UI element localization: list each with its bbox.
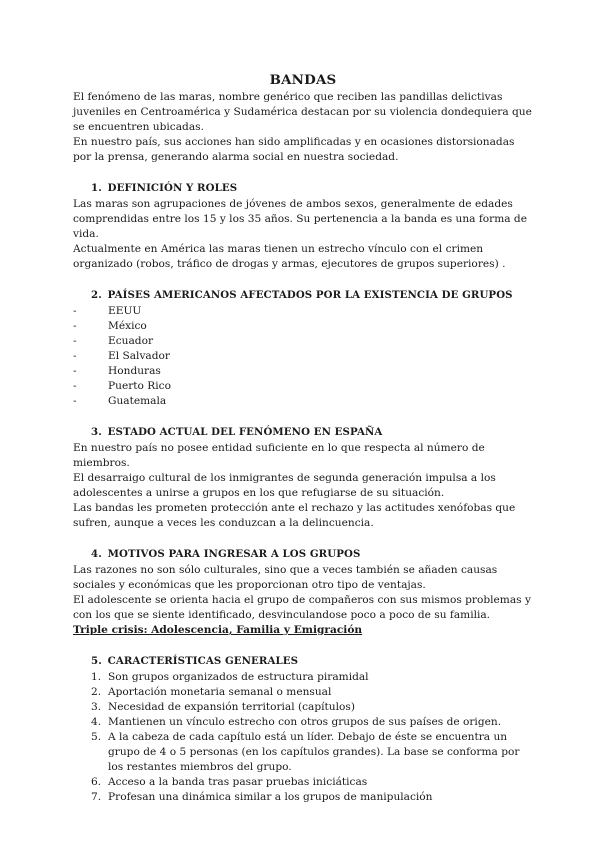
section-heading-caracteristicas xyxy=(73,654,533,669)
country-name: EEUU xyxy=(108,305,142,317)
item-number: 1. xyxy=(91,671,102,683)
list-item: - Honduras xyxy=(73,365,161,377)
section-title: PAÍSES AMERICANOS AFECTADOS POR LA EXISTENCIA DE GRUPOS xyxy=(107,289,513,301)
section-number: 1. xyxy=(91,182,102,194)
characteristics-list xyxy=(73,670,533,805)
body-paragraph: El desarraigo cultural de los inmigrantes de segunda generación impulsa a los adolescentes a unirse a grupos en los que refugiarse de su situación. xyxy=(73,472,496,499)
country-list xyxy=(73,304,533,409)
list-item: - Puerto Rico xyxy=(73,380,171,392)
body-paragraph: Las razones no son sólo culturales, sino que a veces también se añaden causas sociales y económicas que les proporcionan otro tipo de ventajas. xyxy=(73,564,498,591)
country-name: Honduras xyxy=(108,365,161,377)
item-number: 6. xyxy=(91,776,102,788)
section-heading-definicion xyxy=(73,181,533,196)
item-text: Mantienen un vínculo estrecho con otros grupos de sus países de origen. xyxy=(108,716,502,728)
country-name: El Salvador xyxy=(108,350,170,362)
list-item xyxy=(73,670,533,685)
intro-paragraph: El fenómeno de las maras, nombre genérico que reciben las pandillas delictivas juveniles en Centroamérica y Sudamérica destacan por su violencia dondequiera que se encuentren ubicadas. xyxy=(73,91,532,133)
section-number: 3. xyxy=(91,426,102,438)
list-item xyxy=(73,700,533,715)
item-text: Profesan una dinámica similar a los grupos de manipulación xyxy=(108,791,433,803)
item-number: 4. xyxy=(91,716,102,728)
section-title: DEFINICIÓN Y ROLES xyxy=(107,182,238,194)
item-text: Aportación monetaria semanal o mensual xyxy=(108,686,332,698)
body-paragraph: Actualmente en América las maras tienen un estrecho vínculo con el crimen organizado (robos, tráfico de drogas y armas, ejecutores de grupos superiores) . xyxy=(73,243,506,270)
item-number: 5. xyxy=(91,731,102,743)
body-paragraph: El adolescente se orienta hacia el grupo de compañeros con sus mismos problemas y con los que se siente identificado, desvinculandose poco a poco de su familia. xyxy=(73,594,531,621)
list-item xyxy=(73,775,533,790)
intro-paragraph: En nuestro país, sus acciones han sido amplificadas y en ocasiones distorsionadas por la prensa, generando alarma social en nuestra sociedad. xyxy=(73,136,515,163)
document-page xyxy=(73,72,533,805)
body-paragraph: Las maras son agrupaciones de jóvenes de ambos sexos, generalmente de edades comprendidas entre los 15 y los 35 años. Su pertenencia a la banda es una forma de vida. xyxy=(73,198,527,240)
country-name: Ecuador xyxy=(108,335,154,347)
country-name: México xyxy=(108,320,147,332)
item-text: A la cabeza de cada capítulo está un líder. Debajo de éste se encuentra un grupo de 4 o 5 personas (en los capítulos grandes). La base se conforma por los restantes miembros del grupo. xyxy=(108,731,520,773)
list-item xyxy=(73,790,533,805)
list-item: - El Salvador xyxy=(73,350,170,362)
item-number: 3. xyxy=(91,701,102,713)
list-item: - Guatemala xyxy=(73,395,167,407)
section-heading-motivos xyxy=(73,547,533,562)
body-paragraph: En nuestro país no posee entidad suficiente en lo que respecta al número de miembros. xyxy=(73,442,485,469)
section-title: CARACTERÍSTICAS GENERALES xyxy=(107,655,299,667)
item-text: Son grupos organizados de estructura piramidal xyxy=(108,671,369,683)
section-title: MOTIVOS PARA INGRESAR A LOS GRUPOS xyxy=(107,548,361,560)
item-number: 2. xyxy=(91,686,102,698)
list-item: - México xyxy=(73,320,147,332)
list-item xyxy=(73,685,533,700)
document-title: BANDAS xyxy=(269,72,337,88)
section-title: ESTADO ACTUAL DEL FENÓMENO EN ESPAÑA xyxy=(107,426,383,438)
body-paragraph: Las bandas les prometen protección ante el rechazo y las actitudes xenófobas que sufren, aunque a veces les conduzcan a la delincuencia. xyxy=(73,502,516,529)
section-number: 4. xyxy=(91,548,102,560)
country-name: Puerto Rico xyxy=(108,380,171,392)
item-text: Acceso a la banda tras pasar pruebas iniciáticas xyxy=(108,776,368,788)
emphasis-line: Triple crisis: Adolescencia, Familia y Emigración xyxy=(73,624,363,636)
list-item xyxy=(73,730,533,775)
item-text: Necesidad de expansión territorial (capítulos) xyxy=(108,701,355,713)
section-heading-espana xyxy=(73,425,533,440)
country-name: Guatemala xyxy=(108,395,167,407)
item-number: 7. xyxy=(91,791,102,803)
section-heading-paises xyxy=(73,288,533,303)
list-item: - EEUU xyxy=(73,305,142,317)
list-item: - Ecuador xyxy=(73,335,154,347)
list-item xyxy=(73,715,533,730)
section-number: 2. xyxy=(91,289,102,301)
section-number: 5. xyxy=(91,655,102,667)
